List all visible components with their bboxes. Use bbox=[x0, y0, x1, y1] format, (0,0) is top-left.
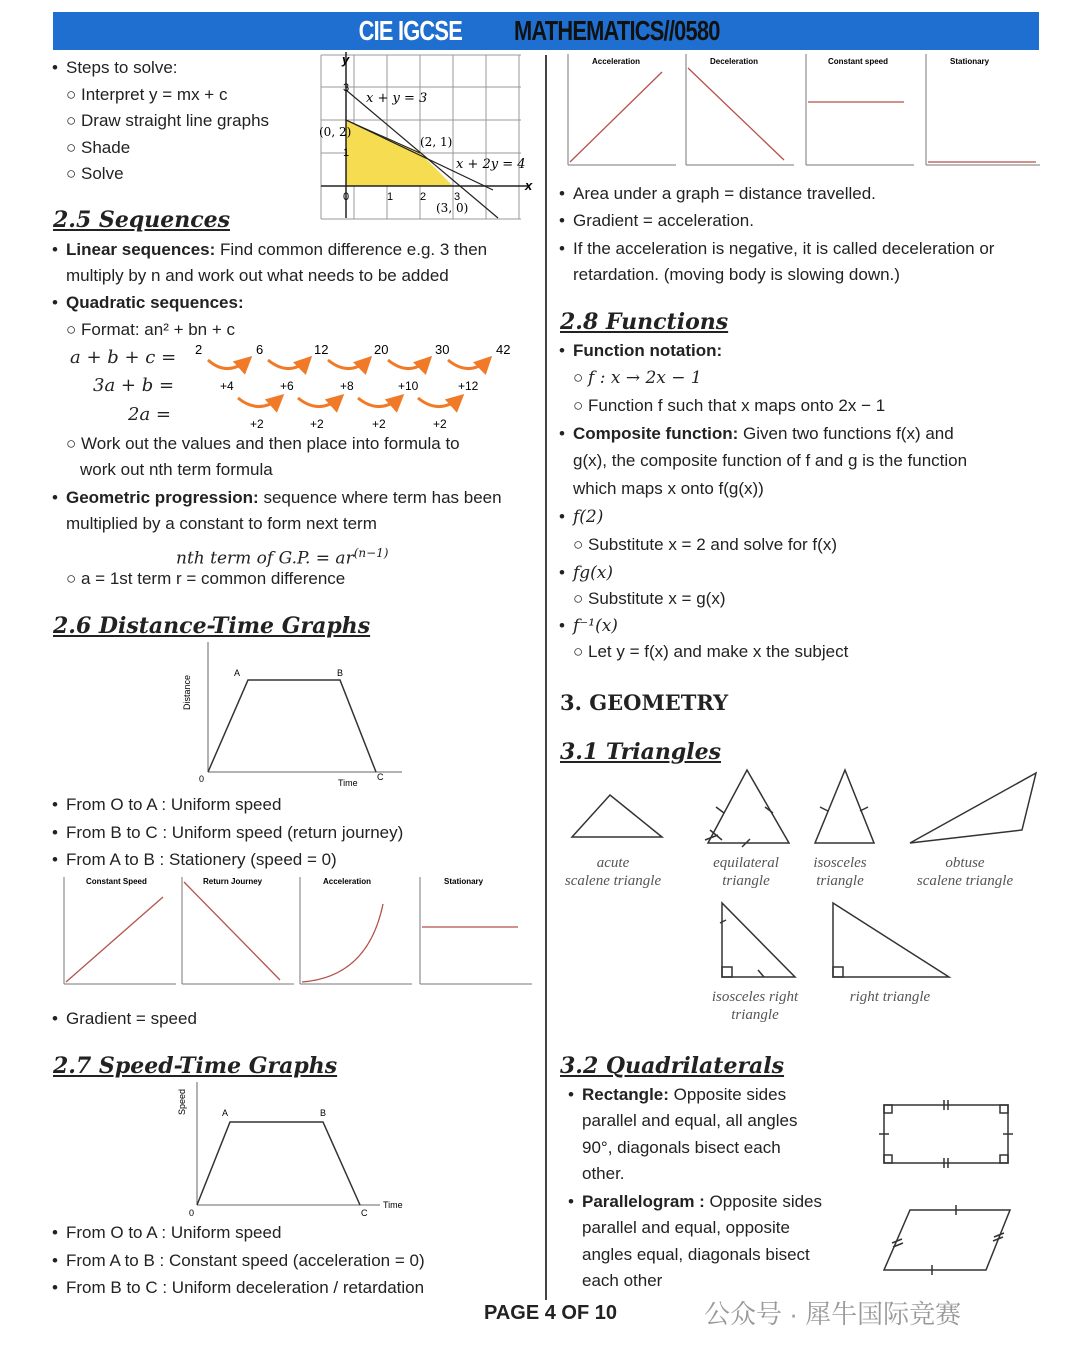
st-bullet: From A to B : Constant speed (acceleration = 0) bbox=[66, 1251, 425, 1270]
diff1: +6 bbox=[280, 379, 294, 393]
f2-label: f(2) bbox=[573, 507, 604, 527]
bullet: • bbox=[559, 424, 565, 443]
term: 20 bbox=[374, 342, 389, 357]
bullet: • bbox=[559, 239, 565, 258]
point-label: (0, 2) bbox=[319, 125, 352, 139]
page-header bbox=[53, 12, 1039, 50]
point-label: 0 bbox=[199, 774, 205, 784]
tri-caption: obtuse scalene triangle bbox=[916, 855, 1014, 889]
bullet: • bbox=[568, 1192, 574, 1211]
para-line2: parallel and equal, opposite bbox=[582, 1218, 790, 1237]
st-bullet: From B to C : Uniform deceleration / retardation bbox=[66, 1278, 425, 1297]
mini-graph-title: Acceleration bbox=[592, 57, 641, 66]
bullet: • bbox=[52, 795, 58, 814]
work-out-line2: work out nth term formula bbox=[80, 460, 273, 479]
tick-label: 1 bbox=[387, 191, 394, 203]
tri-caption: isosceles right triangle bbox=[711, 989, 799, 1023]
bullet: • bbox=[52, 1278, 58, 1297]
st-bullet: From O to A : Uniform speed bbox=[66, 1223, 282, 1242]
section-geometry: 3. GEOMETRY bbox=[560, 690, 729, 715]
bullet: • bbox=[559, 341, 565, 360]
tri-caption: isosceles triangle bbox=[813, 855, 867, 889]
tri-caption: right triangle bbox=[849, 989, 931, 1005]
point-label: (3, 0) bbox=[436, 201, 469, 215]
linear-seq-line2: multiply by n and work out what needs to be added bbox=[66, 266, 449, 285]
mini-graph-title: Acceleration bbox=[323, 877, 372, 886]
watermark: 公众号 · 犀牛国际竞赛 bbox=[704, 1299, 962, 1329]
gradient-speed: Gradient = speed bbox=[66, 1009, 197, 1028]
diff1: +4 bbox=[220, 379, 234, 393]
bullet: • bbox=[52, 850, 58, 869]
point-label: C bbox=[361, 1208, 368, 1218]
area-under-graph: Area under a graph = distance travelled. bbox=[573, 184, 876, 203]
gradient-acceleration: Gradient = acceleration. bbox=[573, 211, 754, 230]
eq-line: 2a = bbox=[128, 404, 171, 425]
rect-line2: parallel and equal, all angles bbox=[582, 1111, 798, 1130]
tick-label: 3 bbox=[343, 82, 350, 94]
geometric-line1: Geometric progression: sequence where term has been bbox=[66, 488, 502, 507]
linear-programming-graph bbox=[318, 50, 538, 222]
fg-sub: ○ Substitute x = g(x) bbox=[573, 589, 726, 608]
bullet: • bbox=[52, 1009, 58, 1028]
speed-time-graph bbox=[175, 1080, 415, 1220]
step-item: ○ Shade bbox=[66, 138, 131, 157]
dt-bullet: From B to C : Uniform speed (return journey) bbox=[66, 823, 404, 842]
deceleration-line1: If the acceleration is negative, it is called deceleration or bbox=[573, 239, 995, 258]
fg-label: fg(x) bbox=[573, 563, 614, 583]
step-item: ○ Draw straight line graphs bbox=[66, 111, 270, 130]
geometric-formula: nth term of G.P. = $ar^{(n-1)}$ bbox=[176, 546, 389, 569]
heading-distance-time: 2.6 Distance-Time Graphs bbox=[53, 613, 371, 639]
heading-functions: 2.8 Functions bbox=[560, 309, 729, 335]
composite-line1: Composite function: Given two functions f(x) and bbox=[573, 424, 954, 443]
axis-y-label: Distance bbox=[182, 674, 192, 710]
diff2: +2 bbox=[310, 417, 324, 431]
mini-graph-title: Stationary bbox=[444, 877, 484, 886]
work-out-line1: ○ Work out the values and then place into formula to bbox=[66, 434, 460, 453]
tick-label: 3 bbox=[454, 191, 461, 203]
speed-time-mini-graphs bbox=[558, 52, 1044, 178]
f2-sub: ○ Substitute x = 2 and solve for f(x) bbox=[573, 535, 837, 554]
bullet: • bbox=[559, 211, 565, 230]
bullet: • bbox=[568, 1085, 574, 1104]
eq-label: x + 2y = 4 bbox=[456, 157, 526, 172]
acute-triangle bbox=[572, 795, 662, 837]
term: 2 bbox=[195, 342, 203, 357]
diff2: +2 bbox=[372, 417, 386, 431]
tick-label: 2 bbox=[420, 191, 427, 203]
composite-line3: which maps x onto f(g(x)) bbox=[573, 479, 764, 498]
bullet: • bbox=[559, 507, 565, 526]
notation-item: ○ Function f such that x maps onto 2x − 1 bbox=[573, 396, 886, 415]
point-label: (2, 1) bbox=[420, 135, 453, 149]
isosceles-triangle bbox=[815, 770, 874, 843]
term: 42 bbox=[496, 342, 511, 357]
distance-time-mini-graphs bbox=[58, 872, 538, 997]
tri-caption: acute scalene triangle bbox=[564, 855, 662, 889]
function-notation-label: Function notation: bbox=[573, 341, 723, 360]
obtuse-triangle bbox=[910, 773, 1036, 843]
mini-graph-title: Deceleration bbox=[710, 57, 759, 66]
notation-item: ○ f : x → 2x − 1 bbox=[573, 368, 702, 388]
mini-graph-title: Stationary bbox=[950, 57, 990, 66]
axis-x-label: x bbox=[525, 178, 533, 193]
tri-caption: equilateral triangle bbox=[713, 855, 779, 889]
bullet: • bbox=[52, 488, 58, 507]
header-title-a: CIE IGCSE bbox=[358, 15, 462, 46]
isosceles-right-triangle bbox=[722, 903, 795, 977]
finv-label: f⁻¹(x) bbox=[573, 616, 618, 636]
finv-sub: ○ Let y = f(x) and make x the subject bbox=[573, 642, 849, 661]
bullet: • bbox=[559, 184, 565, 203]
heading-speed-time: 2.7 Speed-Time Graphs bbox=[53, 1053, 338, 1079]
point-label: B bbox=[337, 668, 344, 678]
bullet: • bbox=[52, 58, 58, 77]
rect-line4: other. bbox=[582, 1164, 625, 1183]
geometric-note: ○ a = 1st term r = common difference bbox=[66, 569, 346, 588]
parallelogram-shape bbox=[884, 1210, 1010, 1270]
geometric-line2: multiplied by a constant to form next term bbox=[66, 514, 377, 533]
rect-line3: 90°, diagonals bisect each bbox=[582, 1138, 781, 1157]
sequence-differences-diagram bbox=[190, 338, 530, 433]
diff1: +8 bbox=[340, 379, 354, 393]
axis-y-label: Speed bbox=[177, 1088, 187, 1115]
point-label: 0 bbox=[189, 1208, 195, 1218]
quadratic-seq-label: Quadratic sequences: bbox=[66, 293, 244, 312]
rectangle-shape bbox=[884, 1105, 1008, 1163]
tick-label: 1 bbox=[343, 147, 350, 159]
axis-x-label: Time bbox=[338, 778, 358, 788]
quadrilateral-diagrams bbox=[876, 1095, 1026, 1275]
term: 6 bbox=[256, 342, 264, 357]
point-label: A bbox=[222, 1108, 229, 1118]
composite-line2: g(x), the composite function of f and g is the function bbox=[573, 451, 968, 470]
diff1: +10 bbox=[398, 379, 419, 393]
mini-graph-title: Return Journey bbox=[203, 877, 263, 886]
page-number: PAGE 4 OF 10 bbox=[484, 1302, 618, 1324]
rect-line1: Rectangle: Opposite sides bbox=[582, 1085, 787, 1104]
para-line4: each other bbox=[582, 1271, 663, 1290]
point-label: A bbox=[234, 668, 241, 678]
bullet: • bbox=[52, 1251, 58, 1270]
header-title-b: MATHEMATICS//0580 bbox=[513, 15, 720, 46]
dt-bullet: From A to B : Stationery (speed = 0) bbox=[66, 850, 337, 869]
term: 30 bbox=[435, 342, 450, 357]
bullet: • bbox=[559, 563, 565, 582]
deceleration-line2: retardation. (moving body is slowing down.) bbox=[573, 265, 900, 284]
para-line1: Parallelogram : Opposite sides bbox=[582, 1192, 823, 1211]
axis-y-label: y bbox=[342, 52, 350, 67]
column-divider bbox=[545, 55, 547, 1300]
bullet: • bbox=[52, 823, 58, 842]
steps-title: Steps to solve: bbox=[66, 58, 178, 77]
bullet: • bbox=[52, 1223, 58, 1242]
heading-quadrilaterals: 3.2 Quadrilaterals bbox=[560, 1053, 785, 1079]
bullet: • bbox=[52, 240, 58, 259]
right-triangle bbox=[833, 903, 949, 977]
diff1: +12 bbox=[458, 379, 479, 393]
axis-x-label: Time bbox=[383, 1200, 403, 1210]
bullet: • bbox=[559, 616, 565, 635]
step-item: ○ Interpret y = mx + c bbox=[66, 85, 228, 104]
dt-bullet: From O to A : Uniform speed bbox=[66, 795, 282, 814]
heading-triangles: 3.1 Triangles bbox=[560, 739, 722, 765]
linear-seq-line1: Linear sequences: Find common difference e.g. 3 then bbox=[66, 240, 488, 259]
eq-label: x + y = 3 bbox=[366, 91, 428, 106]
point-label: C bbox=[377, 772, 384, 782]
term: 12 bbox=[314, 342, 329, 357]
distance-time-graph bbox=[180, 640, 410, 790]
eq-line: 3a + b = bbox=[93, 375, 175, 396]
tick-label: 0 bbox=[343, 191, 350, 203]
heading-sequences: 2.5 Sequences bbox=[53, 207, 230, 233]
point-label: B bbox=[320, 1108, 327, 1118]
mini-graph-title: Constant speed bbox=[828, 57, 889, 66]
step-item: ○ Solve bbox=[66, 164, 124, 183]
mini-graph-title: Constant Speed bbox=[86, 877, 147, 886]
para-line3: angles equal, diagonals bisect bbox=[582, 1245, 810, 1264]
diff2: +2 bbox=[250, 417, 264, 431]
quadratic-format: ○ Format: an² + bn + c bbox=[66, 320, 236, 339]
diff2: +2 bbox=[433, 417, 447, 431]
eq-line: a + b + c = bbox=[70, 347, 177, 368]
equilateral-triangle bbox=[708, 770, 789, 843]
bullet: • bbox=[52, 293, 58, 312]
